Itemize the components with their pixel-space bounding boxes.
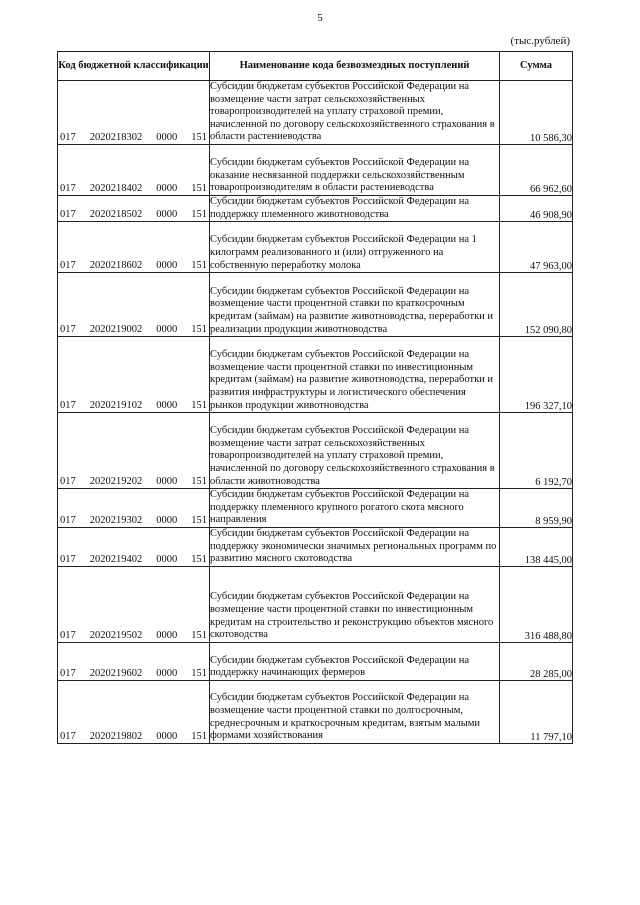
kosgu-code: 151 [191, 260, 207, 272]
revenue-name: Субсидии бюджетам субъектов Российской Федерации на поддержку племенного животноводства [210, 196, 500, 222]
kosgu-code: 151 [191, 553, 207, 565]
budget-code: 2020218602 [89, 260, 143, 272]
table-row [58, 680, 573, 743]
program-code: 0000 [156, 260, 178, 272]
kosgu-code: 151 [191, 183, 207, 194]
amount: 10 586,30 [500, 81, 573, 145]
revenue-name: Субсидии бюджетам субъектов Российской Федерации на поддержку племенного крупного рогатого скота мясного направления [210, 489, 500, 528]
revenue-name: Субсидии бюджетам субъектов Российской Федерации на возмещение части затрат сельскохозяйственных товаропроизводителей на уплату страховой премии, начисленной по договору сельскохозяйственного страхования в области животноводства [210, 413, 500, 489]
budget-code: 2020219002 [89, 324, 143, 336]
admin-code: 017 [60, 629, 76, 641]
table-row [58, 566, 573, 642]
program-code: 0000 [156, 667, 178, 679]
program-code: 0000 [156, 400, 178, 412]
code-cell [58, 81, 210, 145]
admin-code: 017 [60, 667, 76, 679]
code-cell [58, 680, 210, 743]
budget-code: 2020218302 [89, 132, 143, 143]
code-cell [58, 337, 210, 413]
budget-code: 2020219602 [89, 667, 143, 679]
program-code: 0000 [156, 209, 178, 221]
code-cell [58, 273, 210, 337]
code-cell [58, 196, 210, 222]
amount: 196 327,10 [500, 337, 573, 413]
budget-code: 2020219302 [89, 514, 143, 526]
budget-code: 2020219202 [89, 476, 143, 488]
amount: 28 285,00 [500, 642, 573, 680]
budget-code: 2020218502 [89, 209, 143, 221]
table-header-row [58, 52, 573, 81]
table-row [58, 527, 573, 566]
table-row [58, 196, 573, 222]
admin-code: 017 [60, 400, 76, 412]
kosgu-code: 151 [191, 209, 207, 221]
admin-code: 017 [60, 324, 76, 336]
revenue-name: Субсидии бюджетам субъектов Российской Федерации на возмещение части процентной ставки по инвестиционным кредитам на строительство и реконструкцию объектов мясного скотоводства [210, 566, 500, 642]
table-row [58, 81, 573, 145]
table-row [58, 145, 573, 196]
revenue-name: Субсидии бюджетам субъектов Российской Федерации на возмещение части процентной ставки по инвестиционным кредитам (займам) на развитие животноводства, переработки и развития инфраструктуры и логистического обеспечения рынков продукции животноводства [210, 337, 500, 413]
code-cell [58, 222, 210, 273]
amount: 316 488,80 [500, 566, 573, 642]
code-cell [58, 145, 210, 196]
program-code: 0000 [156, 730, 178, 742]
budget-code: 2020219502 [89, 629, 143, 641]
kosgu-code: 151 [191, 514, 207, 526]
revenue-name: Субсидии бюджетам субъектов Российской Федерации на оказание несвязанной поддержки сельскохозяйственным товаропроизводителям в области растениеводства [210, 145, 500, 196]
amount: 66 962,60 [500, 145, 573, 196]
admin-code: 017 [60, 730, 76, 742]
program-code: 0000 [156, 514, 178, 526]
header-code: Код бюджетной классификации [58, 52, 210, 81]
admin-code: 017 [60, 476, 76, 488]
amount: 138 445,00 [500, 527, 573, 566]
kosgu-code: 151 [191, 629, 207, 641]
header-name: Наименование кода безвозмездных поступлений [210, 52, 500, 81]
page-number: 5 [317, 12, 323, 24]
admin-code: 017 [60, 183, 76, 194]
table-row [58, 413, 573, 489]
code-cell [58, 413, 210, 489]
amount: 8 959,90 [500, 489, 573, 528]
kosgu-code: 151 [191, 667, 207, 679]
kosgu-code: 151 [191, 476, 207, 488]
kosgu-code: 151 [191, 132, 207, 143]
revenue-name: Субсидии бюджетам субъектов Российской Федерации на возмещение части процентной ставки по краткосрочным кредитам (займам) на развитие животноводства, переработки и реализации продукции животноводства [210, 273, 500, 337]
code-cell [58, 527, 210, 566]
table-row [58, 642, 573, 680]
admin-code: 017 [60, 260, 76, 272]
table-row [58, 489, 573, 528]
amount: 11 797,10 [500, 680, 573, 743]
program-code: 0000 [156, 553, 178, 565]
kosgu-code: 151 [191, 324, 207, 336]
budget-code: 2020219102 [89, 400, 143, 412]
table-row [58, 222, 573, 273]
table-row [58, 337, 573, 413]
table-row [58, 273, 573, 337]
admin-code: 017 [60, 553, 76, 565]
revenue-name: Субсидии бюджетам субъектов Российской Федерации на возмещение части затрат сельскохозяйственных товаропроизводителей на уплату страховой премии, начисленной по договору сельскохозяйственного страхования в области растениеводства [210, 81, 500, 145]
program-code: 0000 [156, 629, 178, 641]
amount: 46 908,90 [500, 196, 573, 222]
amount: 47 963,00 [500, 222, 573, 273]
program-code: 0000 [156, 476, 178, 488]
code-cell [58, 566, 210, 642]
program-code: 0000 [156, 132, 178, 143]
revenue-name: Субсидии бюджетам субъектов Российской Федерации на возмещение части процентной ставки по долгосрочным, среднесрочным и краткосрочным кредитам, взятым малыми формами хозяйствования [210, 680, 500, 743]
units-label: (тыс.рублей) [510, 35, 570, 47]
budget-code: 2020218402 [89, 183, 143, 194]
admin-code: 017 [60, 514, 76, 526]
revenue-name: Субсидии бюджетам субъектов Российской Федерации на поддержку начинающих фермеров [210, 642, 500, 680]
kosgu-code: 151 [191, 730, 207, 742]
code-cell [58, 642, 210, 680]
budget-code: 2020219402 [89, 553, 143, 565]
budget-table [57, 51, 573, 744]
program-code: 0000 [156, 324, 178, 336]
amount: 152 090,80 [500, 273, 573, 337]
admin-code: 017 [60, 132, 76, 143]
budget-code: 2020219802 [89, 730, 143, 742]
header-sum: Сумма [500, 52, 573, 81]
amount: 6 192,70 [500, 413, 573, 489]
admin-code: 017 [60, 209, 76, 221]
kosgu-code: 151 [191, 400, 207, 412]
revenue-name: Субсидии бюджетам субъектов Российской Федерации на поддержку экономически значимых региональных программ по развитию мясного скотоводства [210, 527, 500, 566]
program-code: 0000 [156, 183, 178, 194]
revenue-name: Субсидии бюджетам субъектов Российской Федерации на 1 килограмм реализованного и (или) отгруженного на собственную переработку молока [210, 222, 500, 273]
code-cell [58, 489, 210, 528]
